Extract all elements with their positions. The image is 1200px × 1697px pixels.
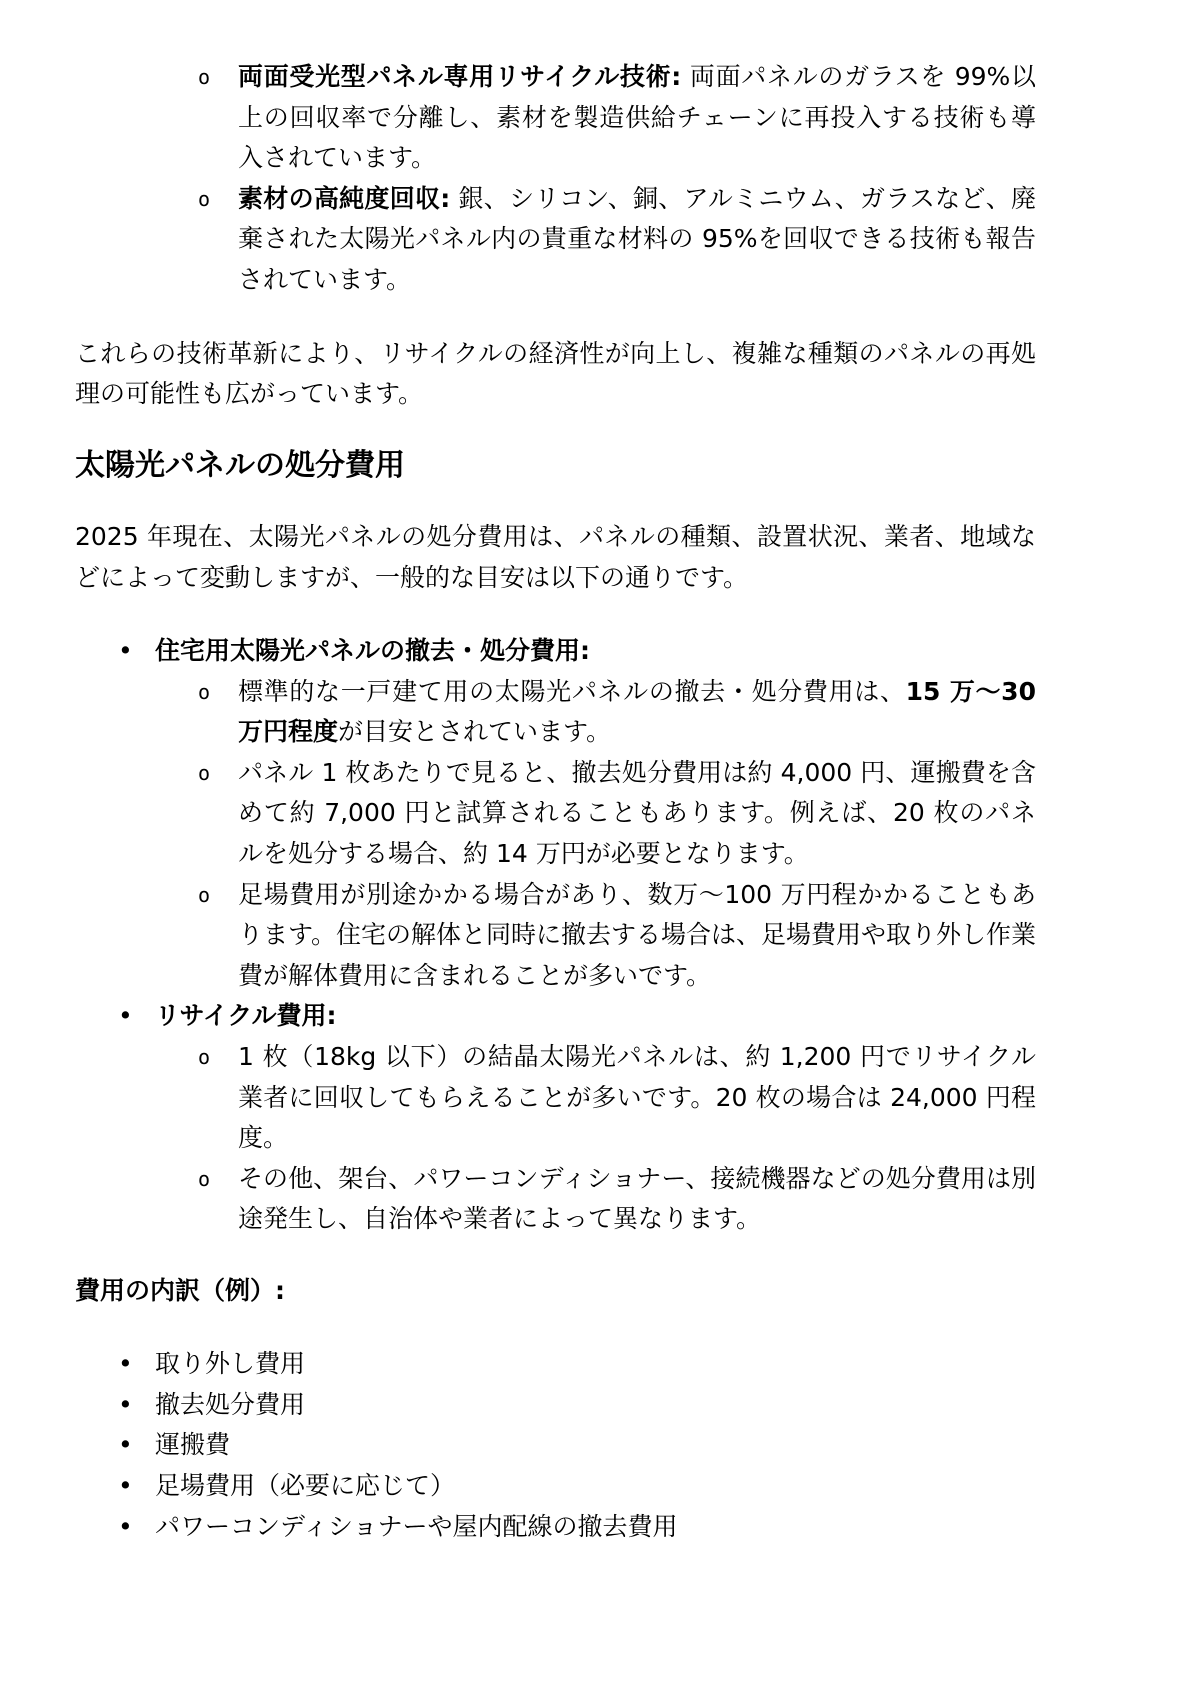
cost-detail-text: が目安とされています。 bbox=[338, 717, 612, 747]
breakdown-item bbox=[118, 1385, 1036, 1426]
recycling-methods-list bbox=[198, 57, 1036, 301]
circle-bullet-icon: o bbox=[198, 679, 211, 704]
circle-bullet-icon: o bbox=[198, 882, 211, 907]
cost-detail-item bbox=[198, 1037, 1036, 1159]
cost-detail-text: その他、架台、パワーコンディショナー、接続機器などの処分費用は別途発生し、自治体や業者によって異なります。 bbox=[238, 1163, 1036, 1234]
breakdown-item bbox=[118, 1466, 1036, 1507]
breakdown-item bbox=[118, 1344, 1036, 1385]
cost-detail-text: 1 枚（18kg 以下）の結晶太陽光パネルは、約 1,200 円でリサイクル業者に回収してもらえることが多いです。20 枚の場合は 24,000 円程度。 bbox=[238, 1041, 1036, 1153]
recycling-method-item bbox=[198, 179, 1036, 301]
cost-detail-item bbox=[198, 672, 1036, 753]
circle-bullet-icon: o bbox=[198, 1166, 211, 1191]
cost-detail-emphasis: 15 万～30 万円程度 bbox=[238, 676, 1036, 747]
breakdown-heading: 費用の内訳（例）: bbox=[75, 1276, 285, 1306]
bullet-dot-icon: • bbox=[118, 636, 133, 665]
section-intro-paragraph: 2025 年現在、太陽光パネルの処分費用は、パネルの種類、設置状況、業者、地域などによって変動しますが、一般的な目安は以下の通りです。 bbox=[75, 522, 1036, 593]
circle-bullet-icon: o bbox=[198, 65, 211, 89]
bullet-dot-icon: • bbox=[118, 1430, 133, 1460]
breakdown-item-text: 運搬費 bbox=[155, 1430, 231, 1460]
cost-details-list bbox=[198, 1037, 1036, 1240]
cost-items-list bbox=[118, 631, 1037, 1240]
cost-detail-text: パネル 1 枚あたりで見ると、撤去処分費用は約 4,000 円、運搬費を含めて約 7,000 円と試算されることもあります。例えば、20 枚のパネルを処分する場合、約 14 万円が必要となります。 bbox=[238, 757, 1036, 868]
recycling-method-description: 銀、シリコン、銅、アルミニウム、ガラスなど、廃棄された太陽光パネル内の貴重な材料の 95%を回収できる技術も報告されています。 bbox=[238, 183, 1036, 294]
summary-paragraph: これらの技術革新により、リサイクルの経済性が向上し、複雑な種類のパネルの再処理の可能性も広がっています。 bbox=[75, 338, 1036, 409]
cost-detail-item bbox=[198, 753, 1036, 875]
bullet-dot-icon: • bbox=[118, 1511, 133, 1541]
cost-detail-text: 足場費用が別途かかる場合があり、数万～100 万円程かかることもあります。住宅の解体と同時に撤去する場合は、足場費用や取り外し作業費が解体費用に含まれることが多いです。 bbox=[238, 879, 1037, 990]
circle-bullet-icon: o bbox=[198, 1044, 211, 1069]
circle-bullet-icon: o bbox=[198, 186, 211, 211]
breakdown-item bbox=[118, 1507, 1036, 1548]
bullet-dot-icon: • bbox=[118, 1001, 133, 1031]
recycling-method-term: 両面受光型パネル専用リサイクル技術: bbox=[238, 62, 682, 91]
cost-item bbox=[118, 996, 1036, 1240]
cost-detail-text: 標準的な一戸建て用の太陽光パネルの撤去・処分費用は、 bbox=[238, 676, 906, 706]
cost-detail-item bbox=[198, 1159, 1036, 1240]
bullet-dot-icon: • bbox=[118, 1349, 133, 1379]
circle-bullet-icon: o bbox=[198, 760, 211, 785]
recycling-method-description: 両面パネルのガラスを 99%以上の回収率で分離し、素材を製造供給チェーンに再投入する技術も導入されています。 bbox=[238, 62, 1036, 173]
cost-item bbox=[118, 631, 1037, 996]
bullet-dot-icon: • bbox=[118, 1389, 133, 1419]
section-heading: 太陽光パネルの処分費用 bbox=[75, 448, 405, 484]
cost-item-label: 住宅用太陽光パネルの撤去・処分費用: bbox=[155, 636, 590, 665]
cost-detail-item bbox=[198, 875, 1037, 997]
cost-details-list bbox=[198, 672, 1037, 997]
breakdown-list bbox=[118, 1344, 1036, 1547]
breakdown-item-text: 足場費用（必要に応じて） bbox=[155, 1471, 456, 1501]
cost-item-label: リサイクル費用: bbox=[155, 1001, 337, 1031]
recycling-method-term: 素材の高純度回収: bbox=[238, 183, 451, 213]
breakdown-item bbox=[118, 1425, 1036, 1466]
breakdown-item-text: 取り外し費用 bbox=[155, 1349, 306, 1379]
breakdown-item-text: 撤去処分費用 bbox=[155, 1389, 306, 1419]
recycling-method-item bbox=[198, 57, 1036, 179]
bullet-dot-icon: • bbox=[118, 1471, 133, 1501]
breakdown-item-text: パワーコンディショナーや屋内配線の撤去費用 bbox=[155, 1511, 678, 1541]
